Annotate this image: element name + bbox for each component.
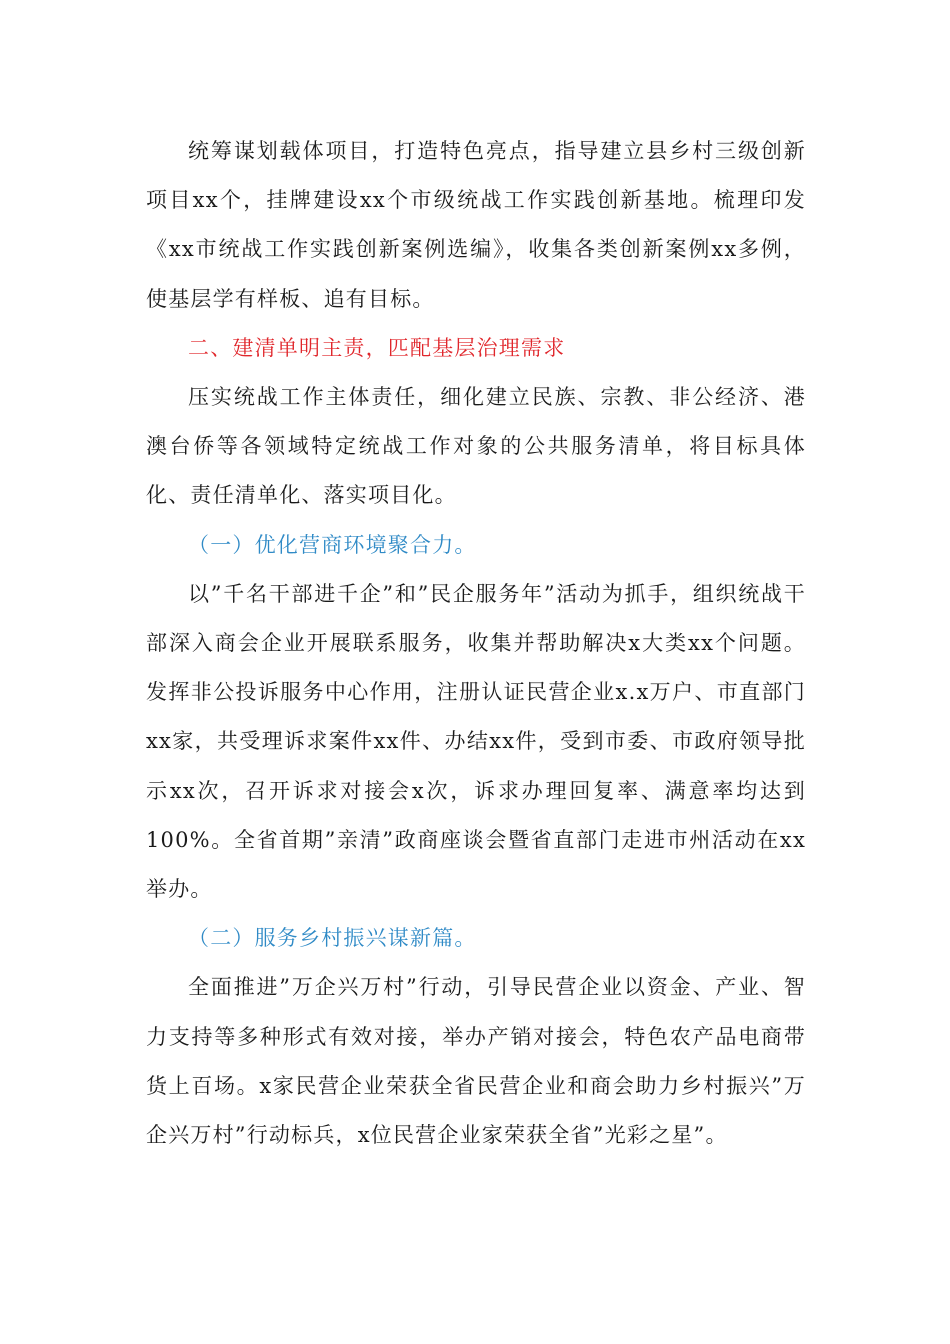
paragraph-rural-revitalization: 全面推进”万企兴万村”行动，引导民营企业以资金、产业、智力支持等多种形式有效对接，举办产销对接会，特色农产品电商带货上百场。x家民营企业荣获全省民营企业和商会助力乡村振兴”万企兴万村”行动标兵，x位民营企业家荣获全省”光彩之星”。	[146, 975, 806, 1148]
paragraph-business-environment: 以”千名干部进千企”和”民企服务年”活动为抓手，组织统战干部深入商会企业开展联系服务，收集并帮助解决x大类xx个问题。发挥非公投诉服务中心作用，注册认证民营企业x.x万户、市直部门xx家，共受理诉求案件xx件、办结xx件，受到市委、市政府领导批示xx次，召开诉求对接会x次，诉求办理回复率、满意率均达到100%。全省首期”亲清”政商座谈会暨省直部门走进市州活动在xx举办。	[146, 581, 806, 902]
section-heading-responsibility-list: 二、建清单明主责，匹配基层治理需求	[188, 335, 566, 360]
subsection-heading-business-environment: （一）优化营商环境聚合力。	[188, 532, 477, 557]
paragraph-service-list: 压实统战工作主体责任，细化建立民族、宗教、非公经济、港澳台侨等各领域特定统战工作对象的公共服务清单，将目标具体化、责任清单化、落实项目化。	[146, 385, 806, 508]
document-body	[146, 127, 806, 1160]
subsection-heading-rural-revitalization: （二）服务乡村振兴谋新篇。	[188, 926, 477, 951]
paragraph-innovation-projects: 统筹谋划载体项目，打造特色亮点，指导建立县乡村三级创新项目xx个，挂牌建设xx个市级统战工作实践创新基地。梳理印发《xx市统战工作实践创新案例选编》，收集各类创新案例xx多例，使基层学有样板、追有目标。	[146, 139, 806, 311]
